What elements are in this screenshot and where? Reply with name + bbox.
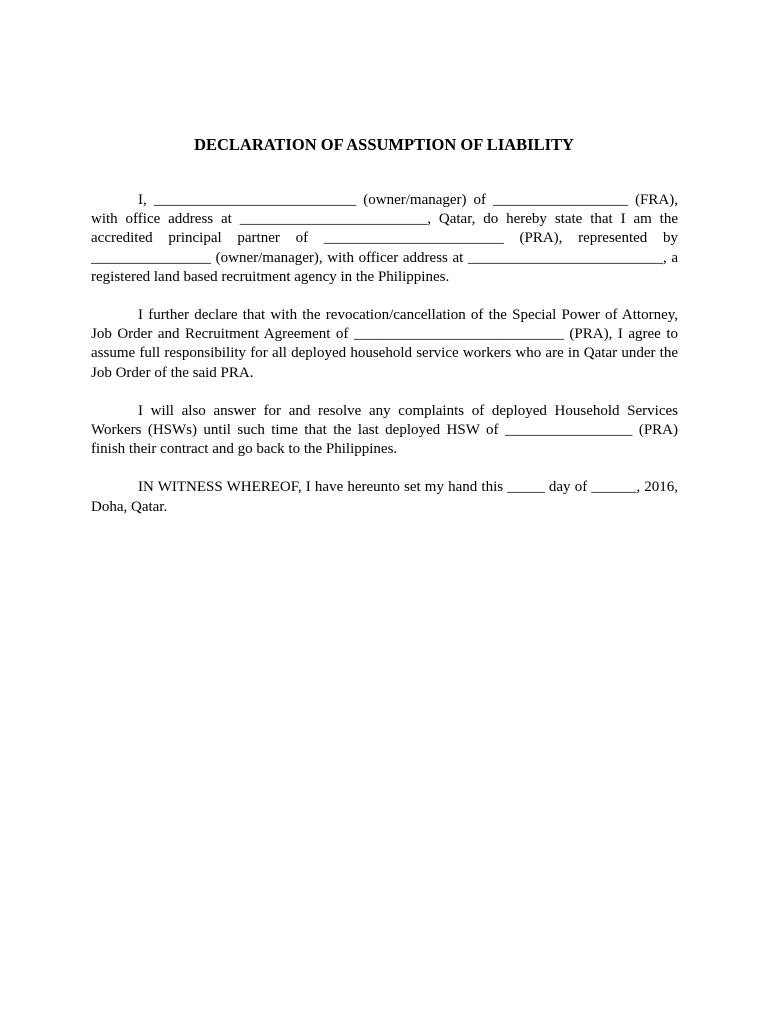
document-body <box>91 191 678 517</box>
document-title: DECLARATION OF ASSUMPTION OF LIABILITY <box>194 135 574 154</box>
responsibility-paragraph: I further declare that with the revocation/cancellation of the Special Power of Attorney, Job Order and Recruitment Agreement of ____________________________ (PRA), I agree to assume full responsibility for all deployed household service workers who are in Qatar under the Job Order of the said PRA. <box>91 307 678 381</box>
witness-paragraph: IN WITNESS WHEREOF, I have hereunto set my hand this _____ day of ______, 2016, Doha, Qatar. <box>91 479 678 515</box>
declaration-paragraph: I, ___________________________ (owner/manager) of __________________ (FRA), with office address at _________________________, Qatar, do hereby state that I am the accredited principal partner of ________________________ (PRA), represented by ________________ (owner/manager), with officer address at __________________________, a registered land based recruitment agency in the Philippines. <box>91 192 678 285</box>
complaints-paragraph: I will also answer for and resolve any complaints of deployed Household Services Workers (HSWs) until such time that the last deployed HSW of _________________ (PRA) finish their contract and go back to the Philippines. <box>91 402 678 458</box>
